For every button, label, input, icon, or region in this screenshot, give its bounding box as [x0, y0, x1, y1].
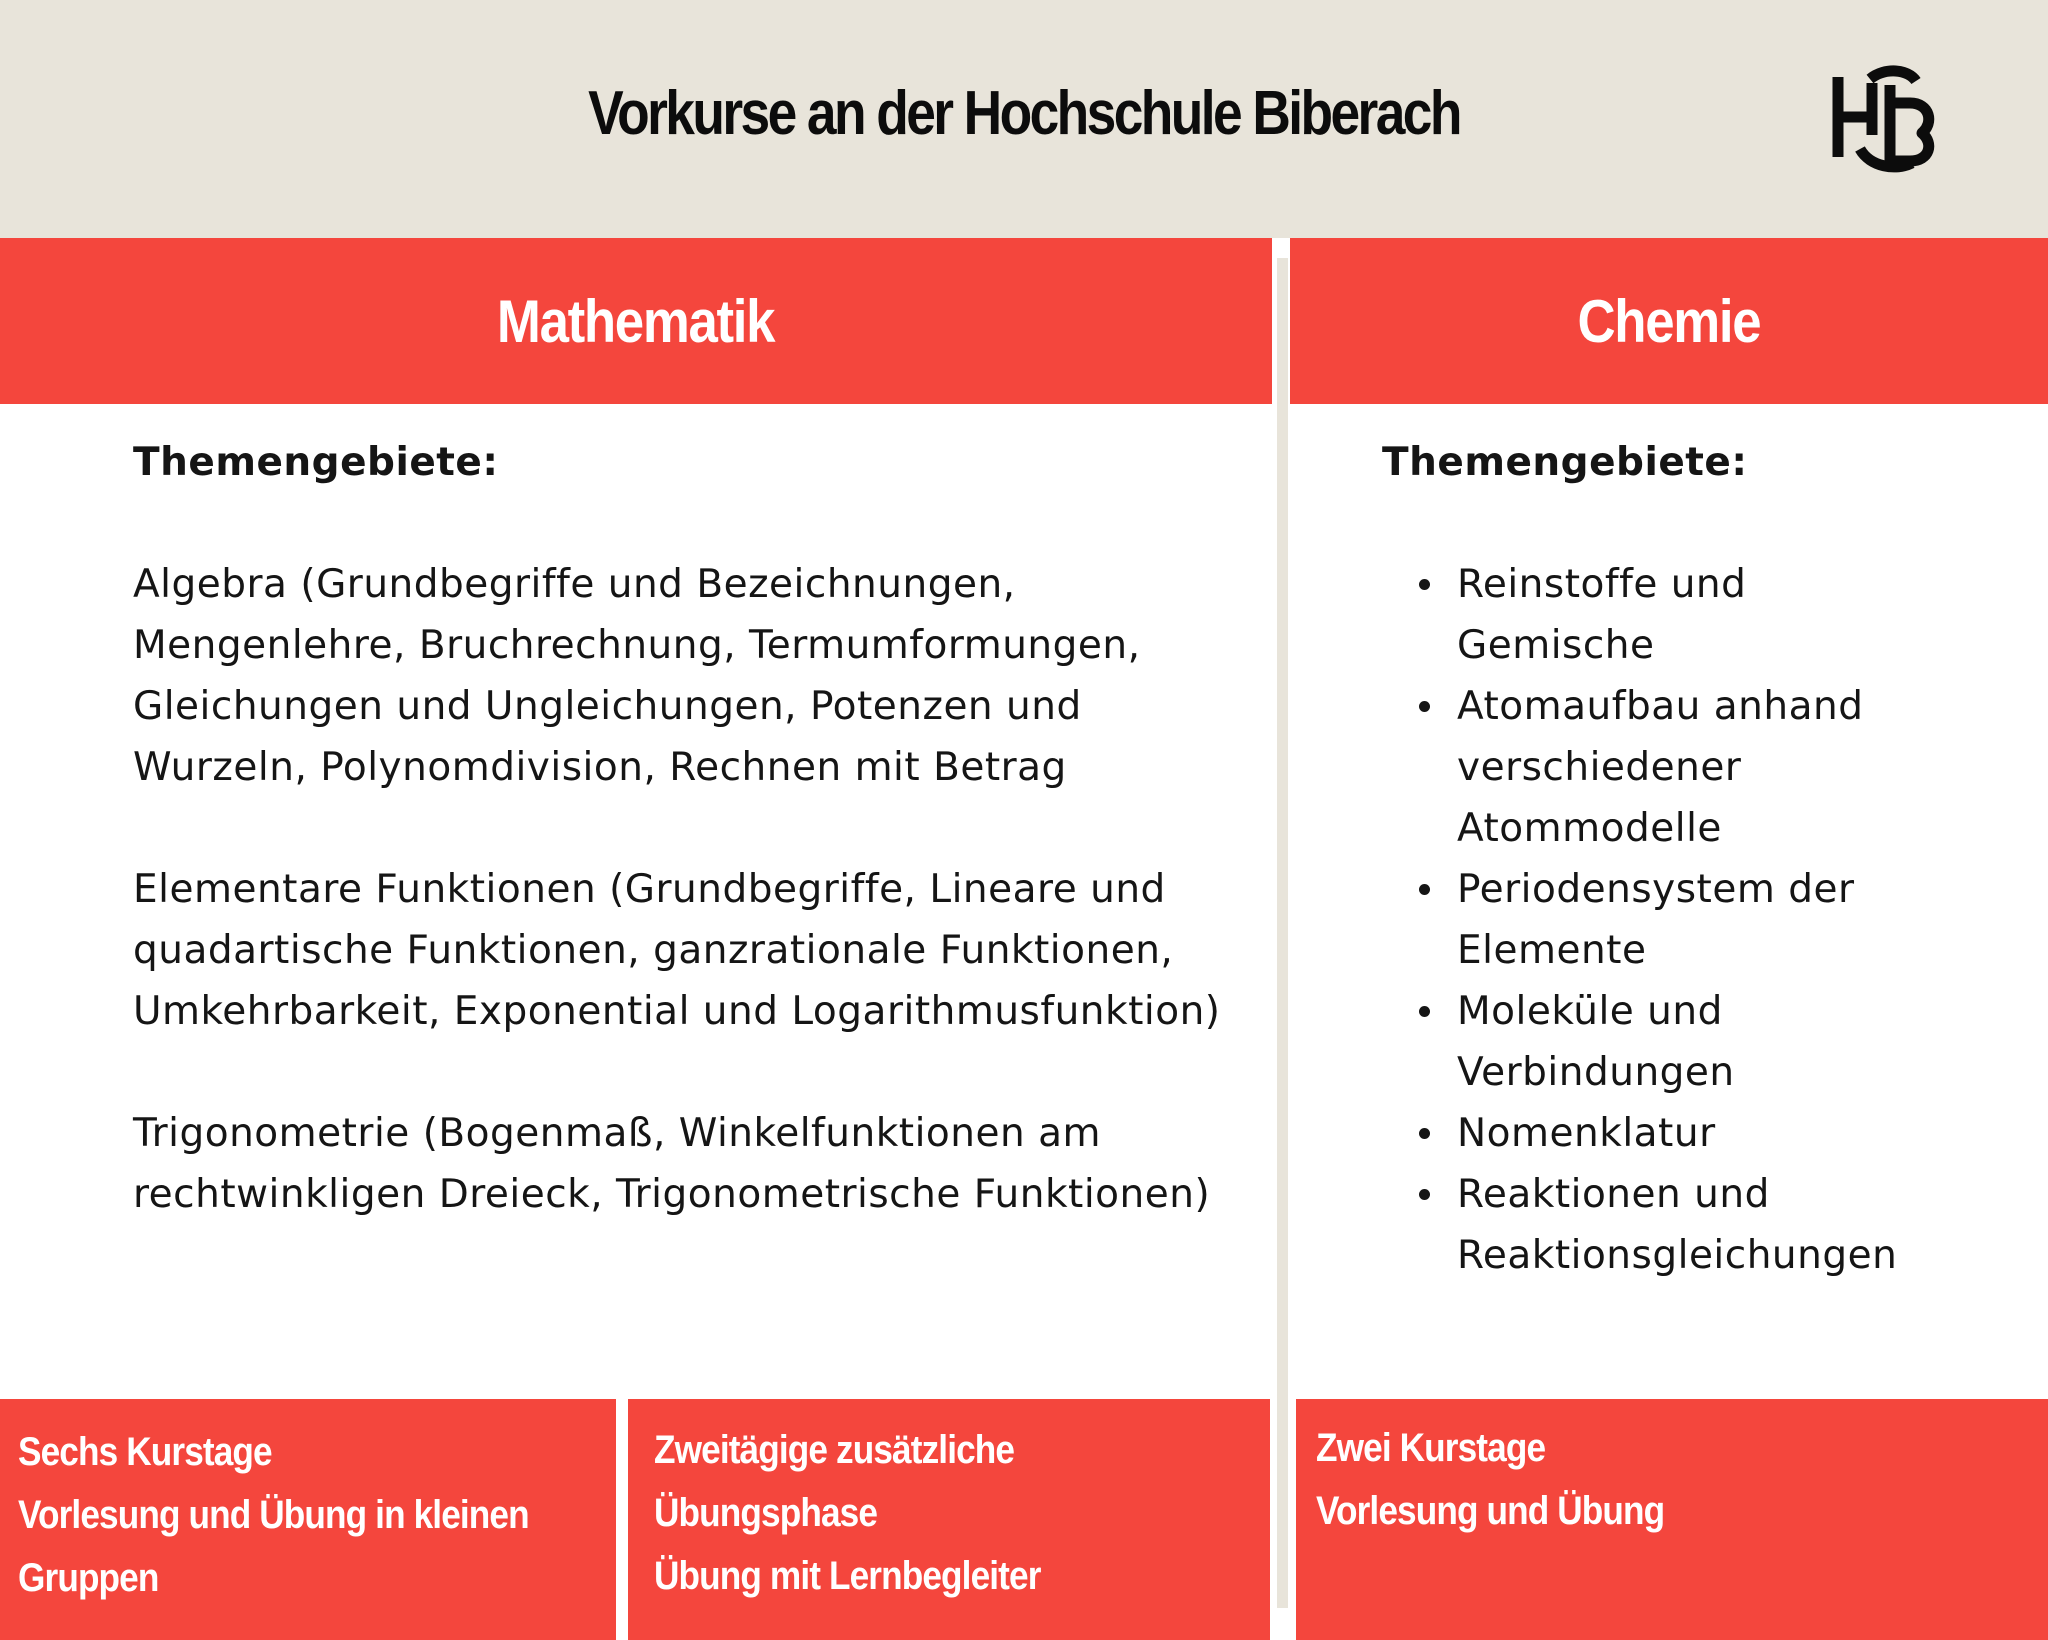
- list-item: Moleküle und Verbindungen: [1457, 981, 2022, 1103]
- mathematik-header-band: [0, 238, 1272, 404]
- column-divider: [1277, 258, 1288, 1608]
- list-item: Nomenklatur: [1457, 1103, 2022, 1164]
- chemie-title: Chemie: [1577, 287, 1761, 355]
- list-item: Atomaufbau anhand verschiedener Atommodelle: [1457, 676, 2022, 859]
- chemie-footer-kurstage: Zwei Kurstage Vorlesung und Übung: [1296, 1399, 2048, 1640]
- mathematik-footer-kurstage: Sechs Kurstage Vorlesung und Übung in kleinen Gruppen: [0, 1399, 616, 1640]
- hbc-monogram-icon: [1830, 65, 1940, 175]
- page-header: [0, 0, 2048, 238]
- chemie-heading: Themengebiete:: [1382, 440, 1748, 485]
- mathematik-topic-funktionen: Elementare Funktionen (Grundbegriffe, Lineare und quadartische Funktionen, ganzrationale Funktionen, Umkehrbarkeit, Exponential und Logarithmusfunktion): [133, 867, 1221, 1034]
- mathematik-footer-uebungsphase: Zweitägige zusätzliche Übungsphase Übung mit Lernbegleiter: [628, 1399, 1270, 1640]
- mathematik-topic-trigonometrie: Trigonometrie (Bogenmaß, Winkelfunktionen am rechtwinkligen Dreieck, Trigonometrische Funktionen): [133, 1111, 1211, 1217]
- chemie-header-band: [1290, 238, 2048, 404]
- page-title: Vorkurse an der Hochschule Biberach: [588, 79, 1460, 148]
- list-item: Reinstoffe und Gemische: [1457, 554, 2022, 676]
- chemie-topic-list: [1382, 554, 2022, 1286]
- mathematik-heading: Themengebiete:: [133, 440, 499, 485]
- chemie-content: [1382, 432, 2022, 1286]
- list-item: Periodensystem der Elemente: [1457, 859, 2022, 981]
- list-item: Reaktionen und Reaktionsgleichungen: [1457, 1164, 2022, 1286]
- mathematik-content: [133, 432, 1243, 1225]
- mathematik-topic-algebra: Algebra (Grundbegriffe und Bezeichnungen, Mengenlehre, Bruchrechnung, Termumformungen, Gleichungen und Ungleichungen, Potenzen und Wurzeln, Polynomdivision, Rechnen mit Betrag: [133, 562, 1141, 790]
- mathematik-title: Mathematik: [497, 287, 775, 355]
